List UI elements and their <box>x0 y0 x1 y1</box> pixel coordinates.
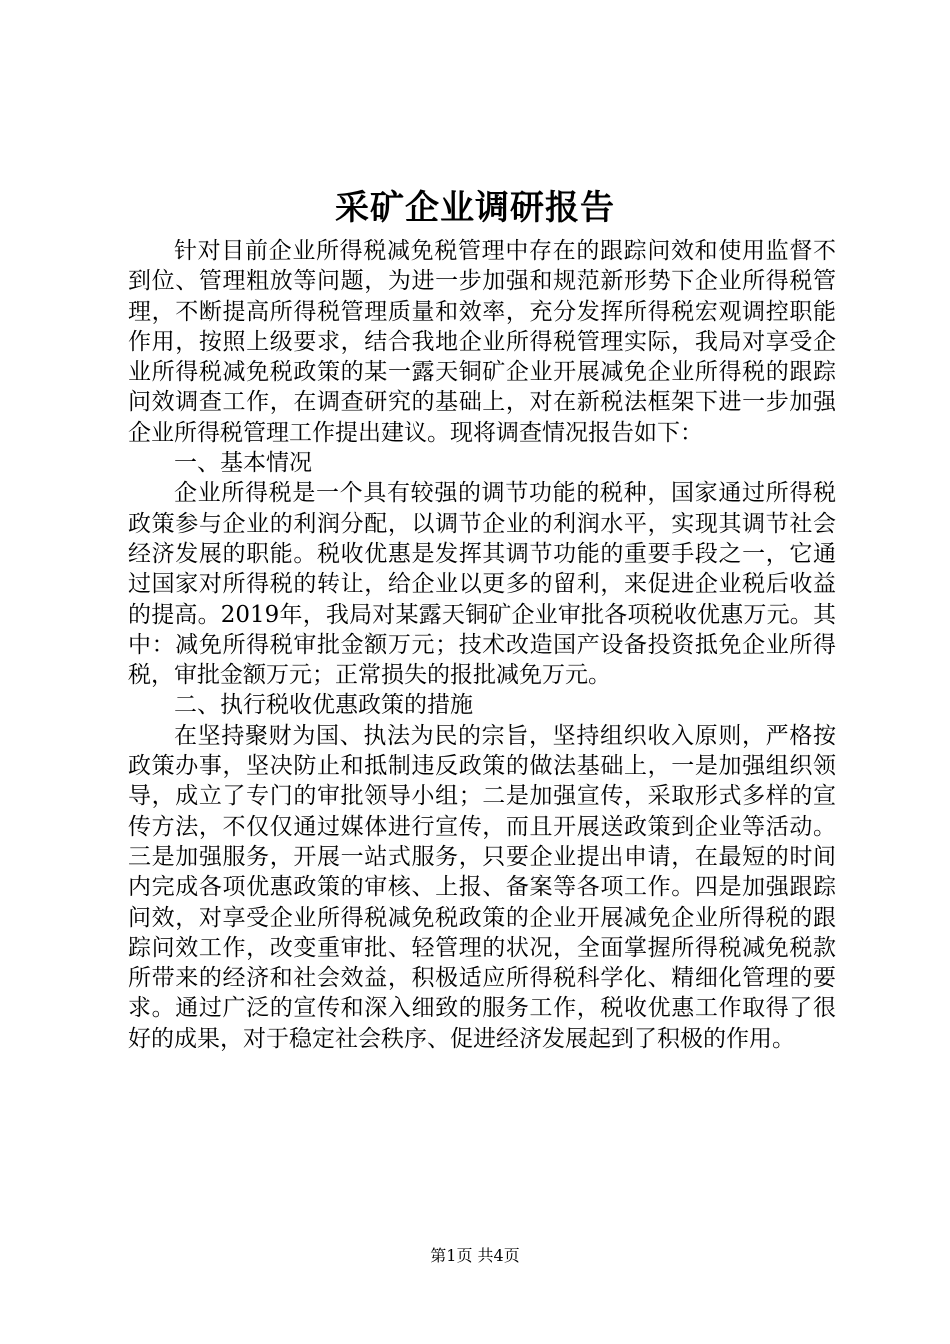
document-body <box>128 236 836 1054</box>
intro-paragraph: 针对目前企业所得税减免税管理中存在的跟踪问效和使用监督不到位、管理粗放等问题，为进一步加强和规范新形势下企业所得税管理，不断提高所得税管理质量和效率，充分发挥所得税宏观调控职能作用，按照上级要求，结合我地企业所得税管理实际，我局对享受企业所得税减免税政策的某一露天铜矿企业开展减免企业所得税的跟踪问效调查工作，在调查研究的基础上，对在新税法框架下进一步加强企业所得税管理工作提出建议。现将调查情况报告如下： <box>128 238 836 446</box>
section-heading-basic-situation: 一、基本情况 <box>174 450 312 477</box>
page-footer: 第1页 共4页 <box>430 1246 520 1265</box>
measures-paragraph: 在坚持聚财为国、执法为民的宗旨，坚持组织收入原则，严格按政策办事，坚决防止和抵制违反政策的做法基础上，一是加强组织领导，成立了专门的审批领导小组；二是加强宣传，采取形式多样的宣传方法，不仅仅通过媒体进行宣传，而且开展送政策到企业等活动。三是加强服务，开展一站式服务，只要企业提出申请，在最短的时间内完成各项优惠政策的审核、上报、备案等各项工作。四是加强跟踪问效，对享受企业所得税减免税政策的企业开展减免企业所得税的跟踪问效工作，改变重审批、轻管理的状况，全面掌握所得税减免税款所带来的经济和社会效益，积极适应所得税科学化、精细化管理的要求。通过广泛的宣传和深入细致的服务工作，税收优惠工作取得了很好的成果，对于稳定社会秩序、促进经济发展起到了积极的作用。 <box>128 722 836 1052</box>
section-heading-measures: 二、执行税收优惠政策的措施 <box>174 692 473 719</box>
basic-situation-paragraph: 企业所得税是一个具有较强的调节功能的税种，国家通过所得税政策参与企业的利润分配，以调节企业的利润水平，实现其调节社会经济发展的职能。税收优惠是发挥其调节功能的重要手段之一，它通过国家对所得税的转让，给企业以更多的留利，来促进企业税后收益的提高。2019年，我局对某露天铜矿企业审批各项税收优惠万元。其中：减免所得税审批金额万元；技术改造国产设备投资抵免企业所得税，审批金额万元；正常损失的报批减免万元。 <box>128 480 836 689</box>
document-title: 采矿企业调研报告 <box>335 188 615 228</box>
